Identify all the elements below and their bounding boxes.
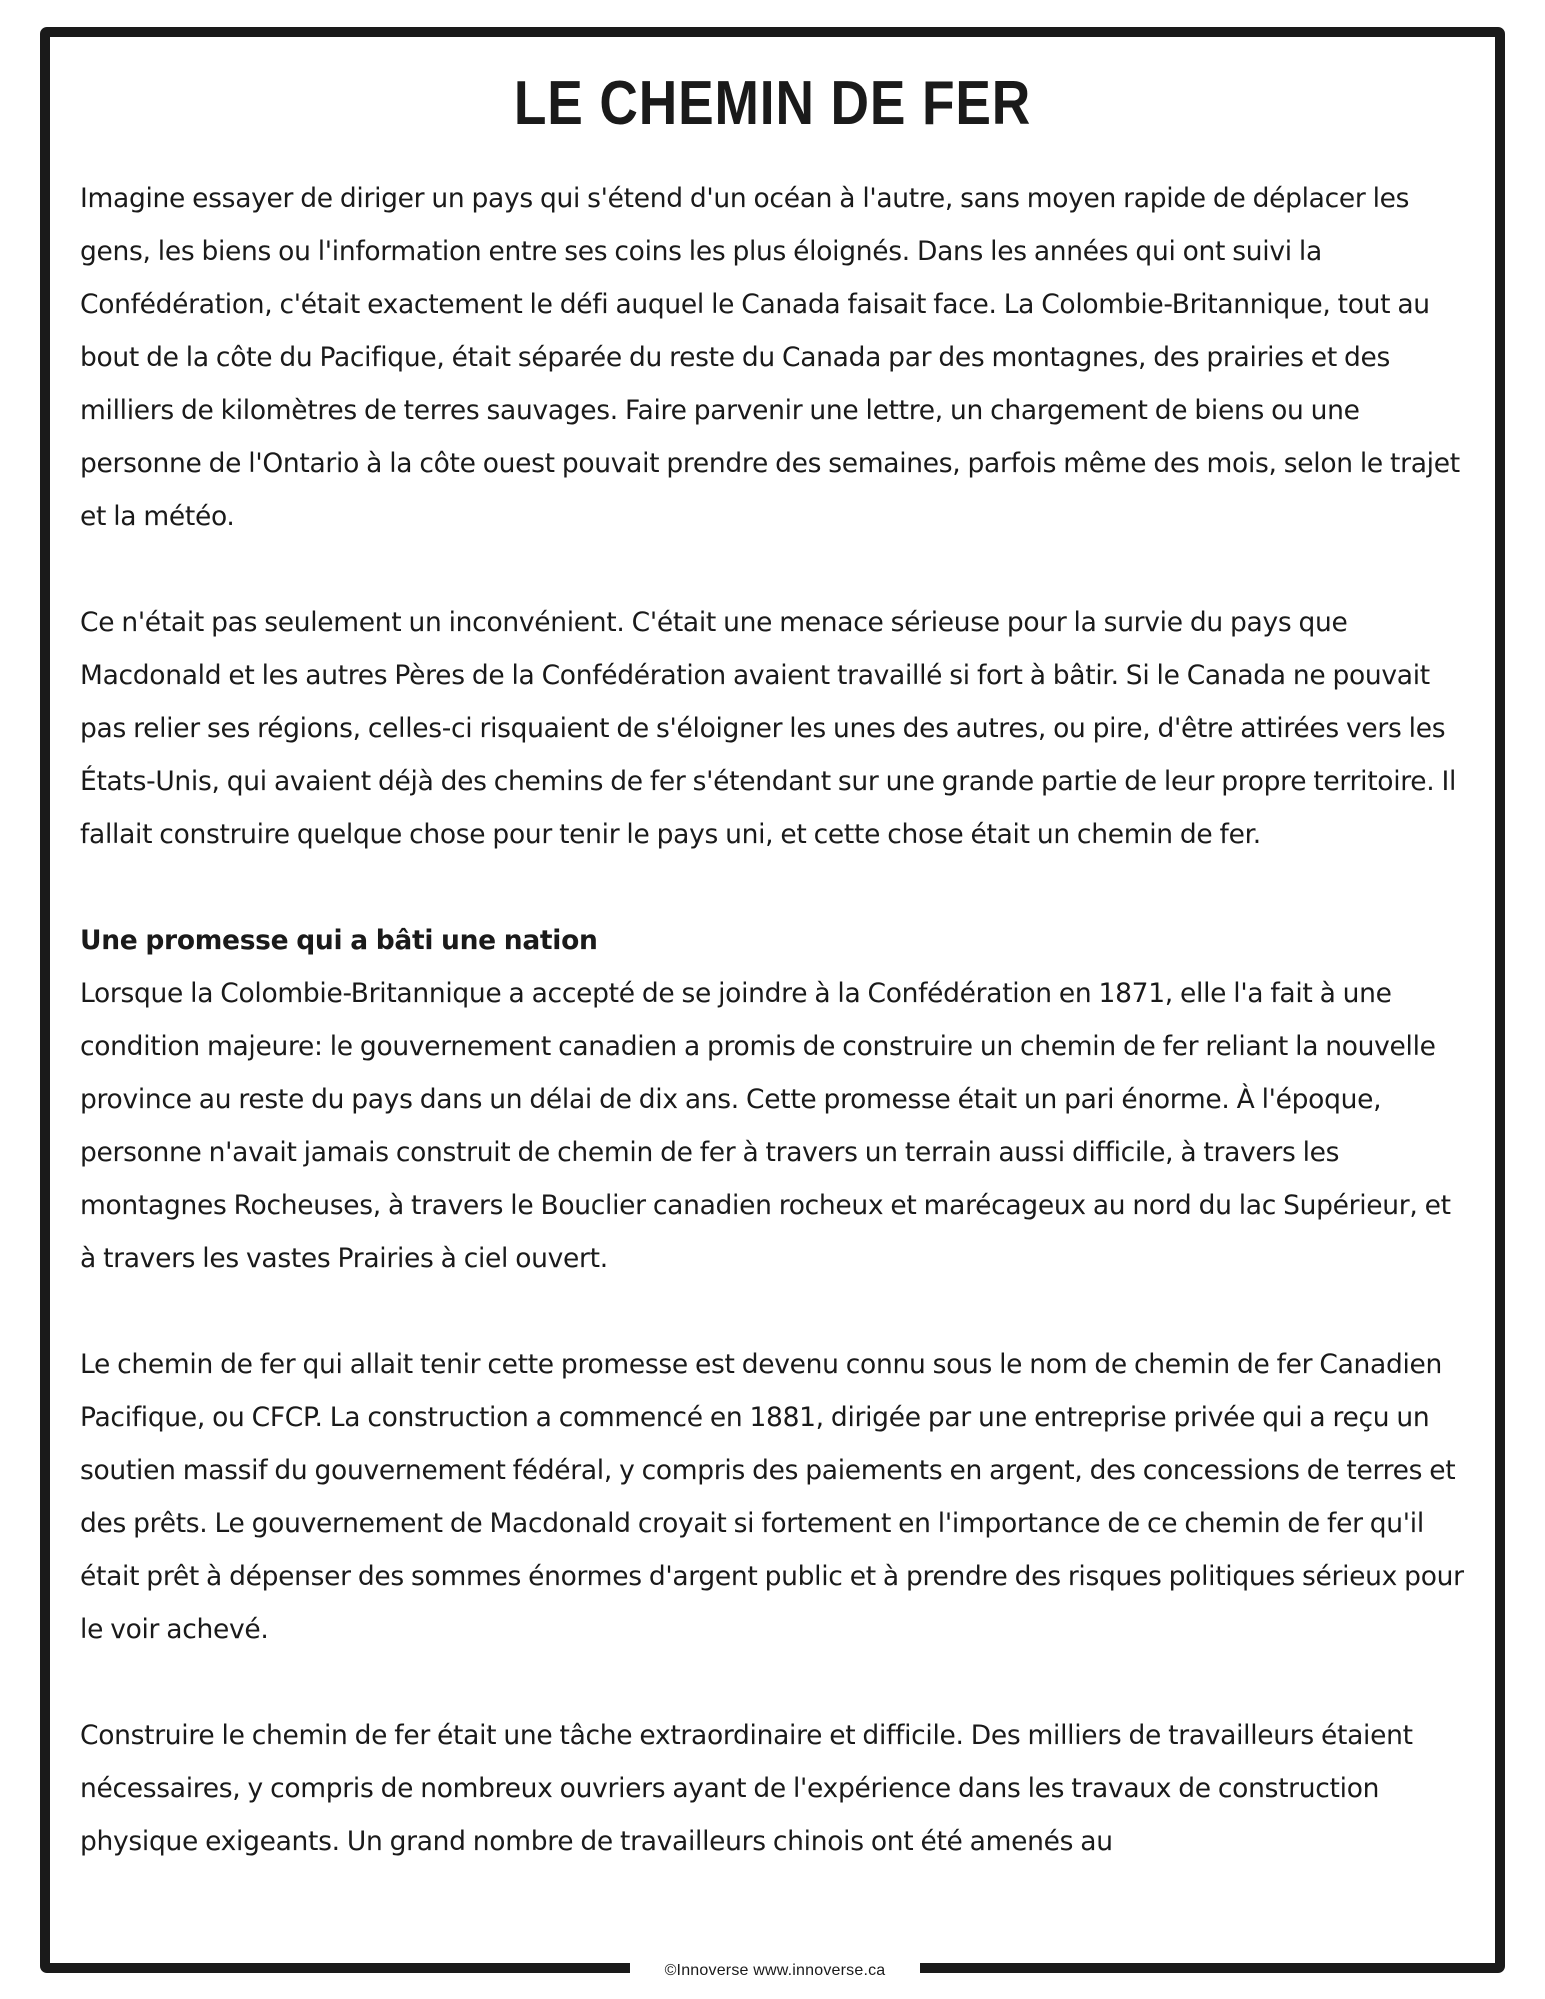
section-heading: Une promesse qui a bâti une nation <box>80 925 598 956</box>
paragraph-threat: Ce n'était pas seulement un inconvénient. C'était une menace sérieuse pour la survie du pays que Macdonald et les autres Pères de la Confédération avaient travaillé si fort à bâtir. Si le Canada ne pouvait pas relier ses régions, celles-ci risquaient de s'éloigner les unes des autres, ou pire, d'être attirées vers les États-Unis, qui avaient déjà des chemins de fer s'étendant sur une grande partie de leur propre territoire. Il fallait construire quelque chose pour tenir le pays uni, et cette chose était un chemin de fer. <box>80 607 1457 850</box>
paragraph-construction: Construire le chemin de fer était une tâche extraordinaire et difficile. Des milliers de travailleurs étaient nécessaires, y compris de nombreux ouvriers ayant de l'expérience dans les travaux de construction physique exigeants. Un grand nombre de travailleurs chinois ont été amenés au <box>80 1720 1413 1857</box>
paragraph-cfcp: Le chemin de fer qui allait tenir cette promesse est devenu connu sous le nom de chemin de fer Canadien Pacifique, ou CFCP. La construction a commencé en 1881, dirigée par une entreprise privée qui a reçu un soutien massif du gouvernement fédéral, y compris des paiements en argent, des concessions de terres et des prêts. Le gouvernement de Macdonald croyait si fortement en l'importance de ce chemin de fer qu'il était prêt à dépenser des sommes énormes d'argent public et à prendre des risques politiques sérieux pour le voir achevé. <box>80 1349 1464 1645</box>
footer <box>630 1963 920 1979</box>
footer-copyright: ©Innoverse www.innoverse.ca <box>664 1962 886 1979</box>
paragraph-promise: Lorsque la Colombie-Britannique a accepté de se joindre à la Confédération en 1871, elle l'a fait à une condition majeure: le gouvernement canadien a promis de construire un chemin de fer reliant la nouvelle province au reste du pays dans un délai de dix ans. Cette promesse était un pari énorme. À l'époque, personne n'avait jamais construit de chemin de fer à travers un terrain aussi difficile, à travers les montagnes Rocheuses, à travers le Bouclier canadien rocheux et marécageux au nord du lac Supérieur, et à travers les vastes Prairies à ciel ouvert. <box>80 978 1451 1274</box>
paragraph-intro: Imagine essayer de diriger un pays qui s'étend d'un océan à l'autre, sans moyen rapide de déplacer les gens, les biens ou l'information entre ses coins les plus éloignés. Dans les années qui ont suivi la Confédération, c'était exactement le défi auquel le Canada faisait face. La Colombie-Britannique, tout au bout de la côte du Pacifique, était séparée du reste du Canada par des montagnes, des prairies et des milliers de kilomètres de terres sauvages. Faire parvenir une lettre, un chargement de biens ou une personne de l'Ontario à la côte ouest pouvait prendre des semaines, parfois même des mois, selon le trajet et la météo. <box>80 183 1460 532</box>
page-title: LE CHEMIN DE FER <box>513 69 1032 138</box>
article-body <box>80 172 1465 1921</box>
